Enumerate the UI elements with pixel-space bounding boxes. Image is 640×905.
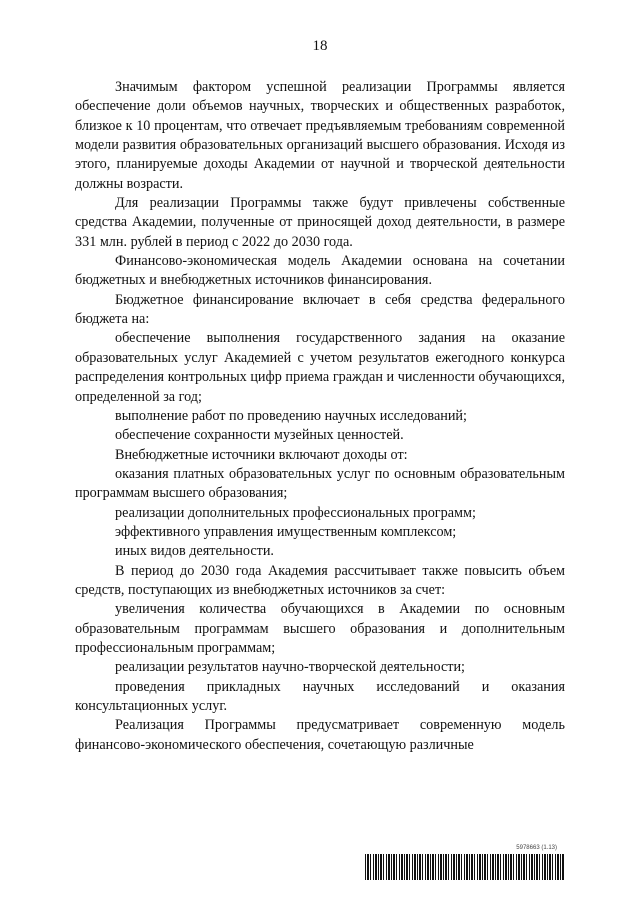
paragraph: проведения прикладных научных исследований и оказания консультационных услуг.	[75, 678, 565, 714]
body-text	[75, 78, 565, 755]
paragraph: выполнение работ по проведению научных исследований;	[115, 407, 467, 424]
paragraph: реализации дополнительных профессиональных программ;	[115, 504, 476, 521]
paragraph: обеспечение сохранности музейных ценностей.	[115, 427, 404, 444]
paragraph: эффективного управления имущественным комплексом;	[115, 523, 457, 540]
paragraph: Внебюджетные источники включают доходы от:	[115, 446, 408, 463]
paragraph: Реализация Программы предусматривает современную модель финансово-экономического обеспечения, сочетающую различные	[75, 717, 565, 753]
paragraph: оказания платных образовательных услуг по основным образовательным программам высшего образования;	[75, 465, 565, 502]
paragraph: В период до 2030 года Академия рассчитывает также повысить объем средств, поступающих из внебюджетных источников за счет:	[75, 562, 565, 598]
barcode-icon	[365, 854, 565, 880]
document-stamp	[365, 844, 565, 884]
paragraph: Значимым фактором успешной реализации Программы является обеспечение доли объемов научных, творческих и общественных разработок, близкое к 10 процентам, что отвечает предъявляемым требованиям современной модели развития образовательных организаций высшего образования. Исходя из этого, планируемые доходы Академии от научной и творческой деятельности должны возрасти.	[75, 79, 565, 192]
paragraph: реализации результатов научно-творческой деятельности;	[115, 659, 465, 676]
paragraph: иных видов деятельности.	[115, 543, 274, 560]
stamp-code: 5978663 (1.13)	[516, 845, 557, 851]
paragraph: Бюджетное финансирование включает в себя средства федерального бюджета на:	[75, 291, 565, 328]
paragraph: Для реализации Программы также будут привлечены собственные средства Академии, полученные от приносящей доход деятельности, в размере 331 млн. рублей в период с 2022 до 2030 года.	[75, 195, 565, 250]
page-number: 18	[312, 38, 328, 54]
paragraph: увеличения количества обучающихся в Академии по основным образовательным программам высшего образования и дополнительным профессиональным программам;	[75, 601, 565, 656]
paragraph: обеспечение выполнения государственного задания на оказание образовательных услуг Академией с учетом результатов ежегодного конкурса распределения контрольных цифр приема граждан и численности обучающихся, определенной за год;	[75, 330, 565, 405]
paragraph: Финансово-экономическая модель Академии основана на сочетании бюджетных и внебюджетных источников финансирования.	[75, 253, 565, 289]
